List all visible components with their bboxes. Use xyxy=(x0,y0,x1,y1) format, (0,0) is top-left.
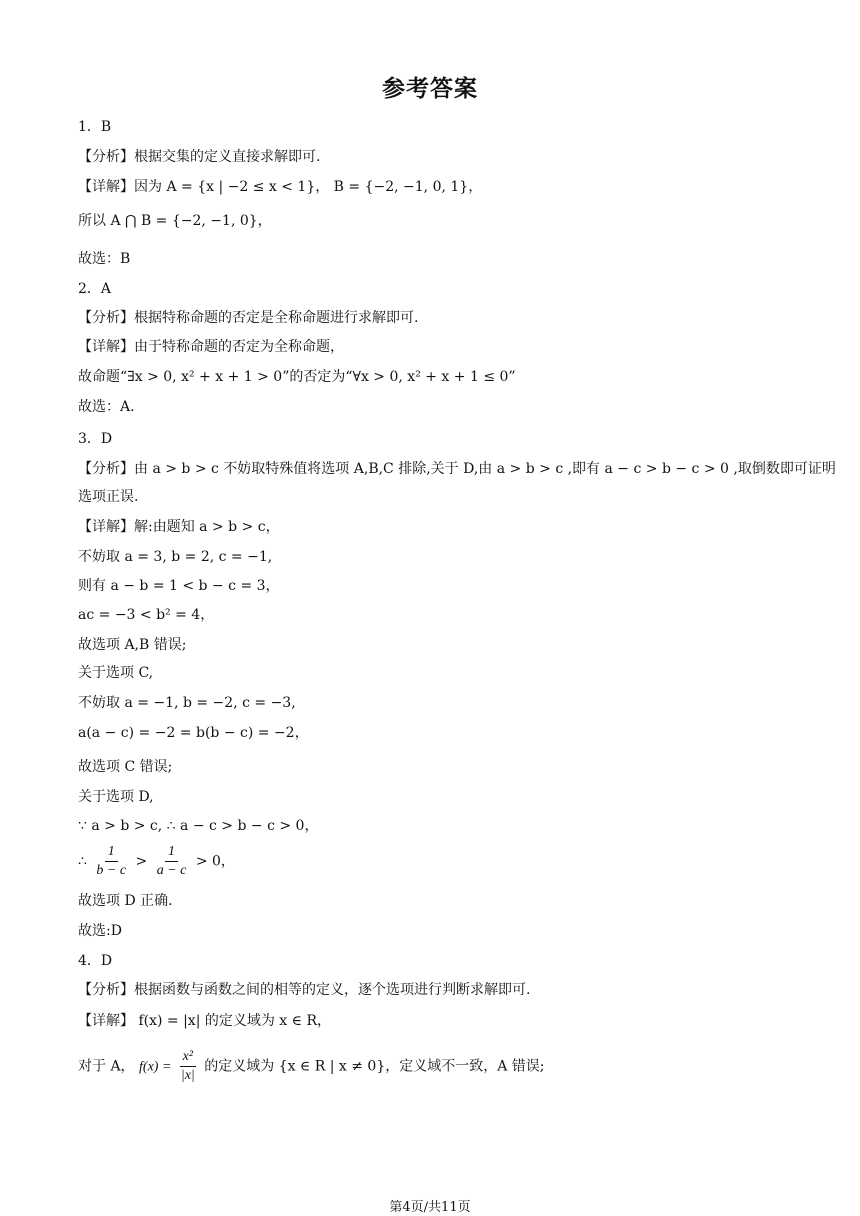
fraction-1-denominator: b − c xyxy=(96,863,127,878)
answer-line: a(a − c) = −2 = b(b − c) = −2， xyxy=(78,725,309,741)
answer-line: 【详解】解:由题知 a > b > c， xyxy=(78,519,280,535)
answer-line: 2．A xyxy=(78,281,112,297)
function-expression: f(x) = xyxy=(139,1059,172,1075)
fraction-line xyxy=(78,843,235,880)
answer-line: 【详解】 f(x) = |x| 的定义域为 x ∈ R， xyxy=(78,1013,332,1029)
fraction-suffix: > 0， xyxy=(195,853,235,870)
answer-line: 故选：A. xyxy=(78,399,135,415)
answer-line: 故选:D xyxy=(78,923,122,939)
answer-line: 则有 a − b = 1 < b − c = 3， xyxy=(78,578,280,594)
answer-line: 不妨取 a = −1, b = −2, c = −3, xyxy=(78,695,296,711)
answer-line: 4．D xyxy=(78,953,113,969)
answer-line: 故选：B xyxy=(78,251,131,267)
answer-line: 故选项 D 正确. xyxy=(78,893,173,909)
fraction-operator: > xyxy=(135,853,148,870)
answer-line: 【分析】根据交集的定义直接求解即可. xyxy=(78,149,321,165)
therefore-symbol: ∴ xyxy=(78,853,87,870)
answer-line: 故命题“∃x > 0, x² + x + 1 > 0”的否定为“∀x > 0, x² + x + 1 ≤ 0” xyxy=(78,369,516,385)
answer-line: 故选项 A,B 错误; xyxy=(78,637,187,653)
answer-line: ac = −3 < b² = 4， xyxy=(78,607,215,623)
answer-line: 【分析】由 a > b > c 不妨取特殊值将选项 A,B,C 排除,关于 D,由 a > b > c ,即有 a − c > b − c > 0 ,取倒数即可证明 xyxy=(78,461,836,477)
answer-line: 选项正误. xyxy=(78,489,139,505)
answer-line: 3．D xyxy=(78,431,113,447)
fraction-2 xyxy=(154,843,190,880)
answer-line: 不妨取 a = 3, b = 2, c = −1, xyxy=(78,549,273,565)
answer-line: 1．B xyxy=(78,119,112,135)
option-a-suffix: 的定义域为 {x ∈ R | x ≠ 0}，定义域不一致，A 错误; xyxy=(204,1058,545,1075)
answer-line: 【详解】因为 A = {x | −2 ≤ x < 1}， B = {−2, −1, 0, 1}， xyxy=(78,179,483,195)
answer-line: 【详解】由于特称命题的否定为全称命题， xyxy=(78,339,344,355)
option-a-line xyxy=(78,1048,545,1085)
answer-line: 所以 A ⋂ B = {−2, −1, 0}， xyxy=(78,213,272,229)
answer-line: ∵ a > b > c, ∴ a − c > b − c > 0， xyxy=(78,818,319,834)
answer-line: 【分析】根据特称命题的否定是全称命题进行求解即可. xyxy=(78,310,419,326)
page-title: 参考答案 xyxy=(382,76,478,102)
function-fraction-numerator: x² xyxy=(180,1048,196,1067)
answer-line: 故选项 C 错误; xyxy=(78,759,173,775)
fraction-2-denominator: a − c xyxy=(156,863,187,878)
answer-line: 【分析】根据函数与函数之间的相等的定义，逐个选项进行判断求解即可. xyxy=(78,982,531,998)
fraction-1-numerator: 1 xyxy=(105,843,118,862)
function-fraction-denominator: |x| xyxy=(180,1068,195,1083)
fraction-2-numerator: 1 xyxy=(165,843,178,862)
answer-line: 关于选项 D, xyxy=(78,789,154,805)
option-a-prefix: 对于 A， xyxy=(78,1058,135,1075)
fraction-1 xyxy=(93,843,129,880)
page-footer: 第4页/共11页 xyxy=(389,1200,471,1215)
function-fraction xyxy=(178,1048,198,1085)
answer-line: 关于选项 C, xyxy=(78,665,154,681)
